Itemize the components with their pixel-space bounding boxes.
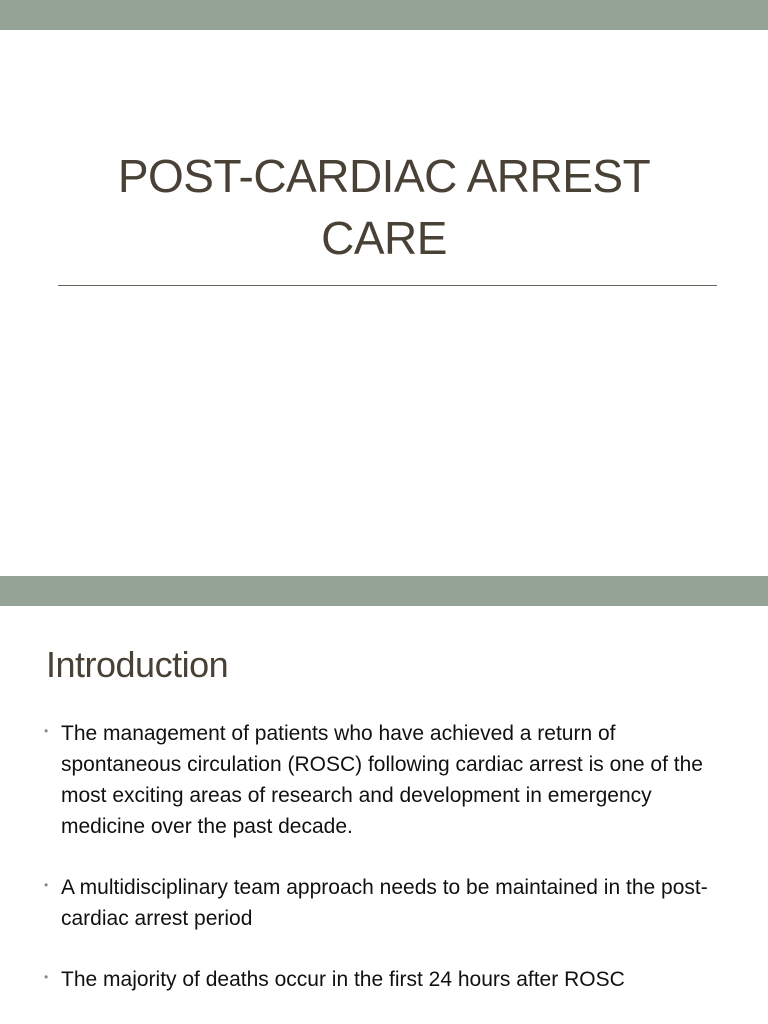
bullet-dot-icon: • — [44, 878, 49, 892]
content-slide — [0, 576, 768, 1024]
bullet-item — [44, 872, 724, 934]
bullet-text: A multidisciplinary team approach needs to be maintained in the post-cardiac arrest period — [61, 876, 708, 930]
bullet-item — [44, 964, 724, 995]
bullet-text: The majority of deaths occur in the first 24 hours after ROSC — [61, 968, 625, 991]
section-heading: Introduction — [46, 644, 229, 685]
bullet-list — [44, 718, 724, 1024]
slide-title: POST-CARDIAC ARREST CARE — [117, 150, 651, 264]
title-divider — [58, 285, 717, 286]
bullet-dot-icon: • — [44, 970, 49, 984]
bullet-dot-icon: • — [44, 724, 49, 738]
bullet-text: The management of patients who have achieved a return of spontaneous circulation (ROSC) following cardiac arrest is one of the most exciting areas of research and development in emergency medicine over the past decade. — [61, 722, 703, 838]
slide-top-band — [0, 576, 768, 606]
bullet-item — [44, 718, 724, 842]
slide-top-band — [0, 0, 768, 30]
